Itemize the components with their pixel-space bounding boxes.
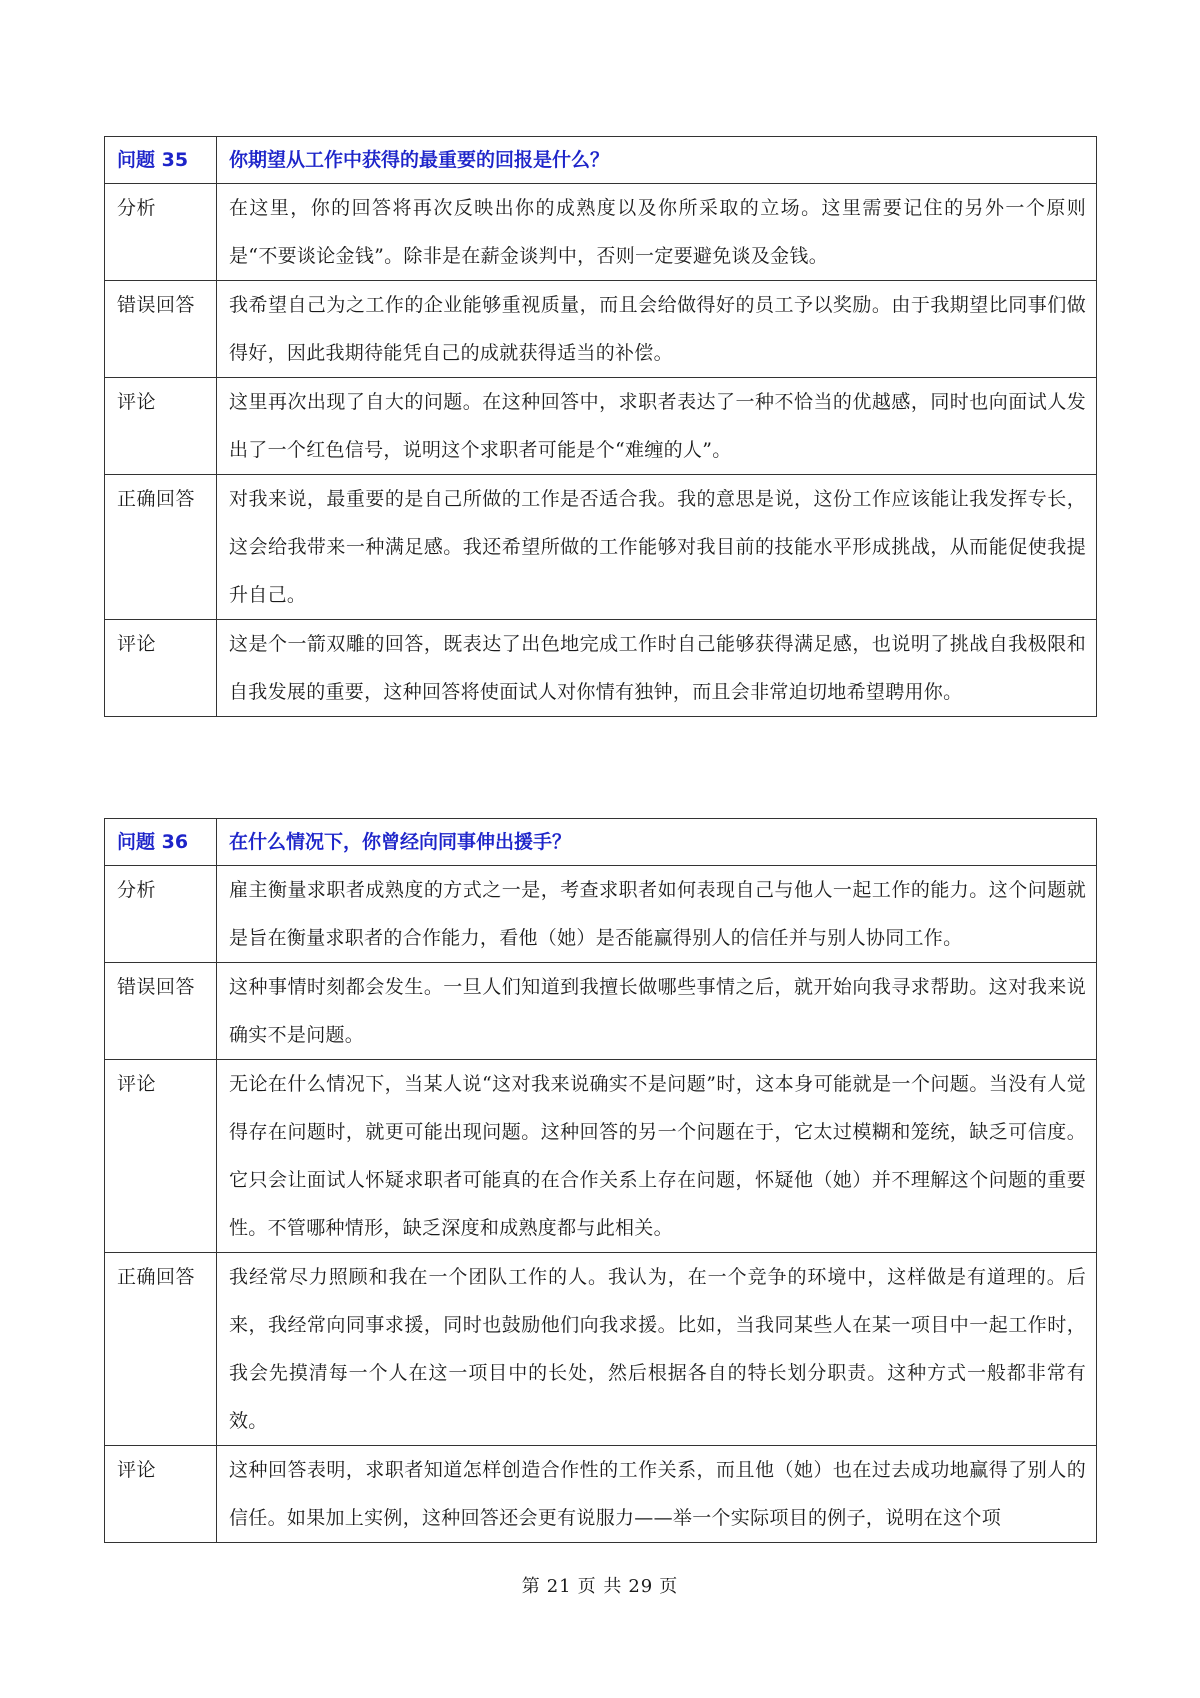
table-row-comment bbox=[105, 1060, 1097, 1253]
question-35-table bbox=[104, 136, 1097, 717]
row-text: 这种事情时刻都会发生。一旦人们知道到我擅长做哪些事情之后，就开始向我寻求帮助。这对我来说确实不是问题。 bbox=[217, 963, 1097, 1060]
table-row-wrong-answer bbox=[105, 281, 1097, 378]
question-number: 问题 35 bbox=[117, 149, 189, 171]
footer-prefix: 第 bbox=[521, 1576, 541, 1597]
row-text: 无论在什么情况下，当某人说“这对我来说确实不是问题”时，这本身可能就是一个问题。当没有人觉得存在问题时，就更可能出现问题。这种回答的另一个问题在于，它太过模糊和笼统，缺乏可信度。它只会让面试人怀疑求职者可能真的在合作关系上存在问题，怀疑他（她）并不理解这个问题的重要性。不管哪种情形，缺乏深度和成熟度都与此相关。 bbox=[217, 1060, 1097, 1253]
table-row-comment bbox=[105, 1446, 1097, 1543]
question-36-table bbox=[104, 818, 1097, 1543]
row-text: 这里再次出现了自大的问题。在这种回答中，求职者表达了一种不恰当的优越感，同时也向面试人发出了一个红色信号，说明这个求职者可能是个“难缠的人”。 bbox=[217, 378, 1097, 475]
question-36-title-cell bbox=[217, 819, 1097, 866]
current-page-number: 21 bbox=[546, 1576, 572, 1597]
question-35-header-row bbox=[105, 137, 1097, 184]
row-label: 分析 bbox=[105, 866, 217, 963]
row-label: 分析 bbox=[105, 184, 217, 281]
question-number: 问题 36 bbox=[117, 831, 189, 853]
question-title: 你期望从工作中获得的最重要的回报是什么？ bbox=[229, 149, 610, 171]
row-text: 在这里，你的回答将再次反映出你的成熟度以及你所采取的立场。这里需要记住的另外一个原则是“不要谈论金钱”。除非是在薪金谈判中，否则一定要避免谈及金钱。 bbox=[217, 184, 1097, 281]
row-label: 评论 bbox=[105, 1060, 217, 1253]
table-row-correct-answer bbox=[105, 1253, 1097, 1446]
total-pages-number: 29 bbox=[628, 1576, 654, 1597]
table-row-correct-answer bbox=[105, 475, 1097, 620]
row-text: 这是个一箭双雕的回答，既表达了出色地完成工作时自己能够获得满足感，也说明了挑战自我极限和自我发展的重要，这种回答将使面试人对你情有独钟，而且会非常迫切地希望聘用你。 bbox=[217, 620, 1097, 717]
page-footer bbox=[0, 1572, 1200, 1598]
row-text: 雇主衡量求职者成熟度的方式之一是，考查求职者如何表现自己与他人一起工作的能力。这个问题就是旨在衡量求职者的合作能力，看他（她）是否能赢得别人的信任并与别人协同工作。 bbox=[217, 866, 1097, 963]
row-label: 错误回答 bbox=[105, 281, 217, 378]
row-label: 正确回答 bbox=[105, 475, 217, 620]
question-title: 在什么情况下，你曾经向同事伸出援手？ bbox=[229, 831, 572, 853]
table-row-comment bbox=[105, 378, 1097, 475]
table-row-analysis bbox=[105, 184, 1097, 281]
question-36-header-row bbox=[105, 819, 1097, 866]
table-row-wrong-answer bbox=[105, 963, 1097, 1060]
row-label: 错误回答 bbox=[105, 963, 217, 1060]
table-row-analysis bbox=[105, 866, 1097, 963]
row-text: 我经常尽力照顾和我在一个团队工作的人。我认为，在一个竞争的环境中，这样做是有道理的。后来，我经常向同事求援，同时也鼓励他们向我求援。比如，当我同某些人在某一项目中一起工作时，我会先摸清每一个人在这一项目中的长处，然后根据各自的特长划分职责。这种方式一般都非常有效。 bbox=[217, 1253, 1097, 1446]
row-label: 评论 bbox=[105, 1446, 217, 1543]
row-label: 评论 bbox=[105, 620, 217, 717]
question-35-title-cell bbox=[217, 137, 1097, 184]
row-text: 这种回答表明，求职者知道怎样创造合作性的工作关系，而且他（她）也在过去成功地赢得了别人的信任。如果加上实例，这种回答还会更有说服力——举一个实际项目的例子，说明在这个项 bbox=[217, 1446, 1097, 1543]
row-label: 评论 bbox=[105, 378, 217, 475]
footer-mid: 页 共 bbox=[577, 1576, 623, 1597]
row-text: 我希望自己为之工作的企业能够重视质量，而且会给做得好的员工予以奖励。由于我期望比同事们做得好，因此我期待能凭自己的成就获得适当的补偿。 bbox=[217, 281, 1097, 378]
row-label: 正确回答 bbox=[105, 1253, 217, 1446]
table-row-comment bbox=[105, 620, 1097, 717]
row-text: 对我来说，最重要的是自己所做的工作是否适合我。我的意思是说，这份工作应该能让我发挥专长，这会给我带来一种满足感。我还希望所做的工作能够对我目前的技能水平形成挑战，从而能促使我提升自己。 bbox=[217, 475, 1097, 620]
question-36-number-cell bbox=[105, 819, 217, 866]
footer-suffix: 页 bbox=[659, 1576, 679, 1597]
question-35-number-cell bbox=[105, 137, 217, 184]
